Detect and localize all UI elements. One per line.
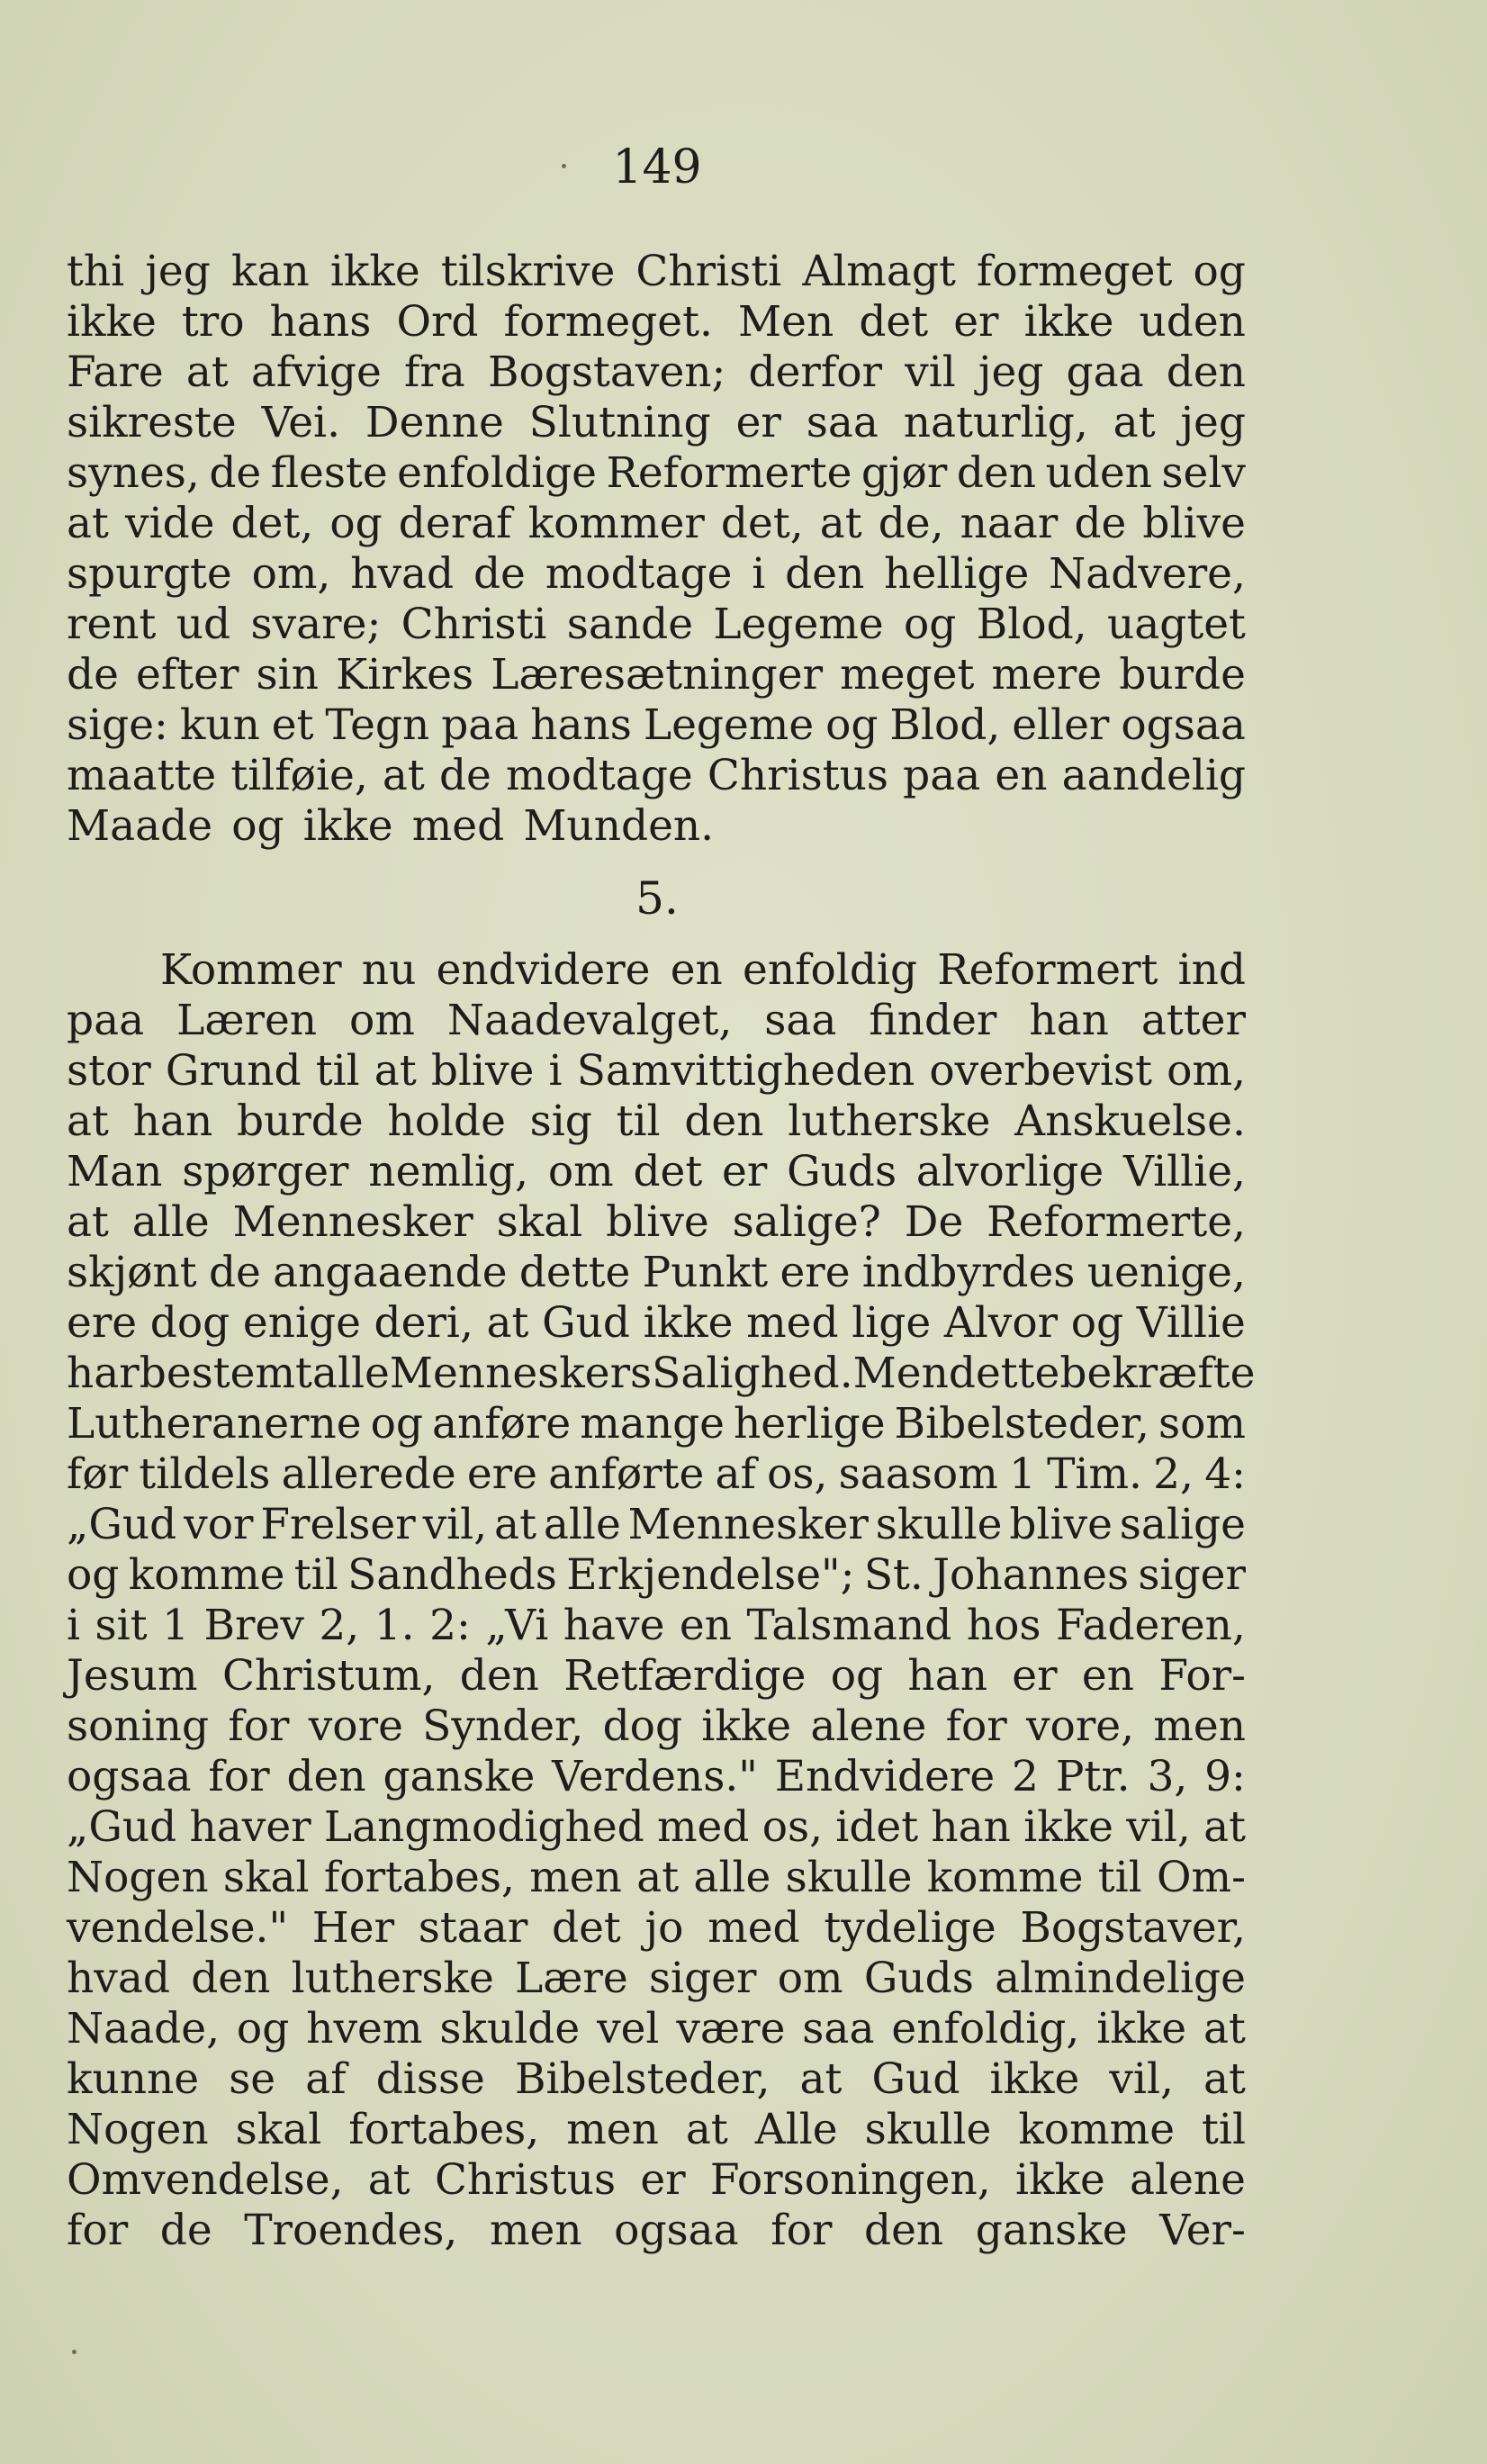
paragraph-1: [67, 247, 1246, 852]
paragraph-2: [67, 945, 1256, 2256]
text-line: Naade, og hvem skulde vel være saa enfoldig, ikke at: [67, 2004, 1246, 2053]
text-line: ikke tro hans Ord formeget. Men det er ikke uden: [67, 297, 1246, 347]
page-number: 149: [612, 140, 702, 194]
text-line: „Gud vor Frelser vil, at alle Mennesker skulle blive salige: [67, 1500, 1246, 1549]
text-line: før tildels allerede ere anførte af os, saasom 1 Tim. 2, 4:: [67, 1449, 1246, 1499]
text-line: rent ud svare; Christi sande Legeme og Blod, uagtet: [67, 600, 1246, 649]
text-line: ere dog enige deri, at Gud ikke med lige Alvor og Villie: [67, 1298, 1246, 1348]
text-line: at vide det, og deraf kommer det, at de, naar de blive: [67, 499, 1246, 548]
text-line: og komme til Sandheds Erkjendelse"; St. Johannes siger: [67, 1550, 1246, 1600]
text-line: ogsaa for den ganske Verdens." Endvidere 2 Ptr. 3, 9:: [67, 1752, 1246, 1801]
text-line: sikreste Vei. Denne Slutning er saa naturlig, at jeg: [67, 398, 1246, 447]
text-line: synes, de fleste enfoldige Reformerte gjør den uden selv: [67, 448, 1246, 498]
text-line: Fare at afvige fra Bogstaven; derfor vil jeg gaa den: [67, 347, 1246, 397]
text-line: Nogen skal fortabes, men at alle skulle komme til Om-: [67, 1853, 1246, 1902]
text-line: „Gud haver Langmodighed med os, idet han ikke vil, at: [67, 1802, 1246, 1852]
text-line: maatte tilføie, at de modtage Christus paa en aandelig: [67, 751, 1246, 800]
text-line: for de Troendes, men ogsaa for den ganske Ver-: [67, 2206, 1246, 2255]
text-line: skjønt de angaaende dette Punkt ere indbyrdes uenige,: [67, 1248, 1246, 1297]
text-line: hvad den lutherske Lære siger om Guds almindelige: [67, 1954, 1246, 2003]
text-line: sige: kun et Tegn paa hans Legeme og Blod, eller ogsaa: [67, 700, 1246, 750]
text-line: Maade og ikke med Munden.: [67, 801, 715, 851]
text-line: Jesum Christum, den Retfærdige og han er en For-: [67, 1651, 1246, 1701]
section-number: 5.: [635, 872, 679, 925]
paper-speck: [72, 2350, 77, 2354]
text-line: spurgte om, hvad de modtage i den hellige Nadvere,: [67, 549, 1246, 599]
text-line: Kommer nu endvidere en enfoldig Reformert ind: [160, 945, 1246, 995]
text-line: Man spørger nemlig, om det er Guds alvorlige Villie,: [67, 1147, 1246, 1196]
text-line: stor Grund til at blive i Samvittigheden overbevist om,: [67, 1046, 1246, 1096]
text-line: i sit 1 Brev 2, 1. 2: „Vi have en Talsmand hos Faderen,: [67, 1601, 1246, 1650]
text-line: vendelse." Her staar det jo med tydelige Bogstaver,: [67, 1903, 1246, 1953]
text-line: de efter sin Kirkes Læresætninger meget mere burde: [67, 650, 1246, 699]
text-line: paa Læren om Naadevalget, saa finder han atter: [67, 996, 1246, 1045]
text-line: at han burde holde sig til den lutherske Anskuelse.: [67, 1097, 1246, 1146]
text-line: thi jeg kan ikke tilskrive Christi Almagt formeget og: [67, 247, 1246, 296]
text-line: soning for vore Synder, dog ikke alene for vore, men: [67, 1701, 1246, 1751]
text-line: at alle Mennesker skal blive salige? De Reformerte,: [67, 1197, 1246, 1247]
text-line: Nogen skal fortabes, men at Alle skulle komme til: [67, 2105, 1246, 2154]
text-line: kunne se af disse Bibelsteder, at Gud ikke vil, at: [67, 2054, 1246, 2104]
text-line: Omvendelse, at Christus er Forsoningen, ikke alene: [67, 2155, 1246, 2205]
text-line: Lutheranerne og anføre mange herlige Bibelsteder, som: [67, 1399, 1246, 1449]
text-line: har bestemt alle Menneskers Salighed. Men dette bekræfte: [67, 1349, 1256, 1398]
